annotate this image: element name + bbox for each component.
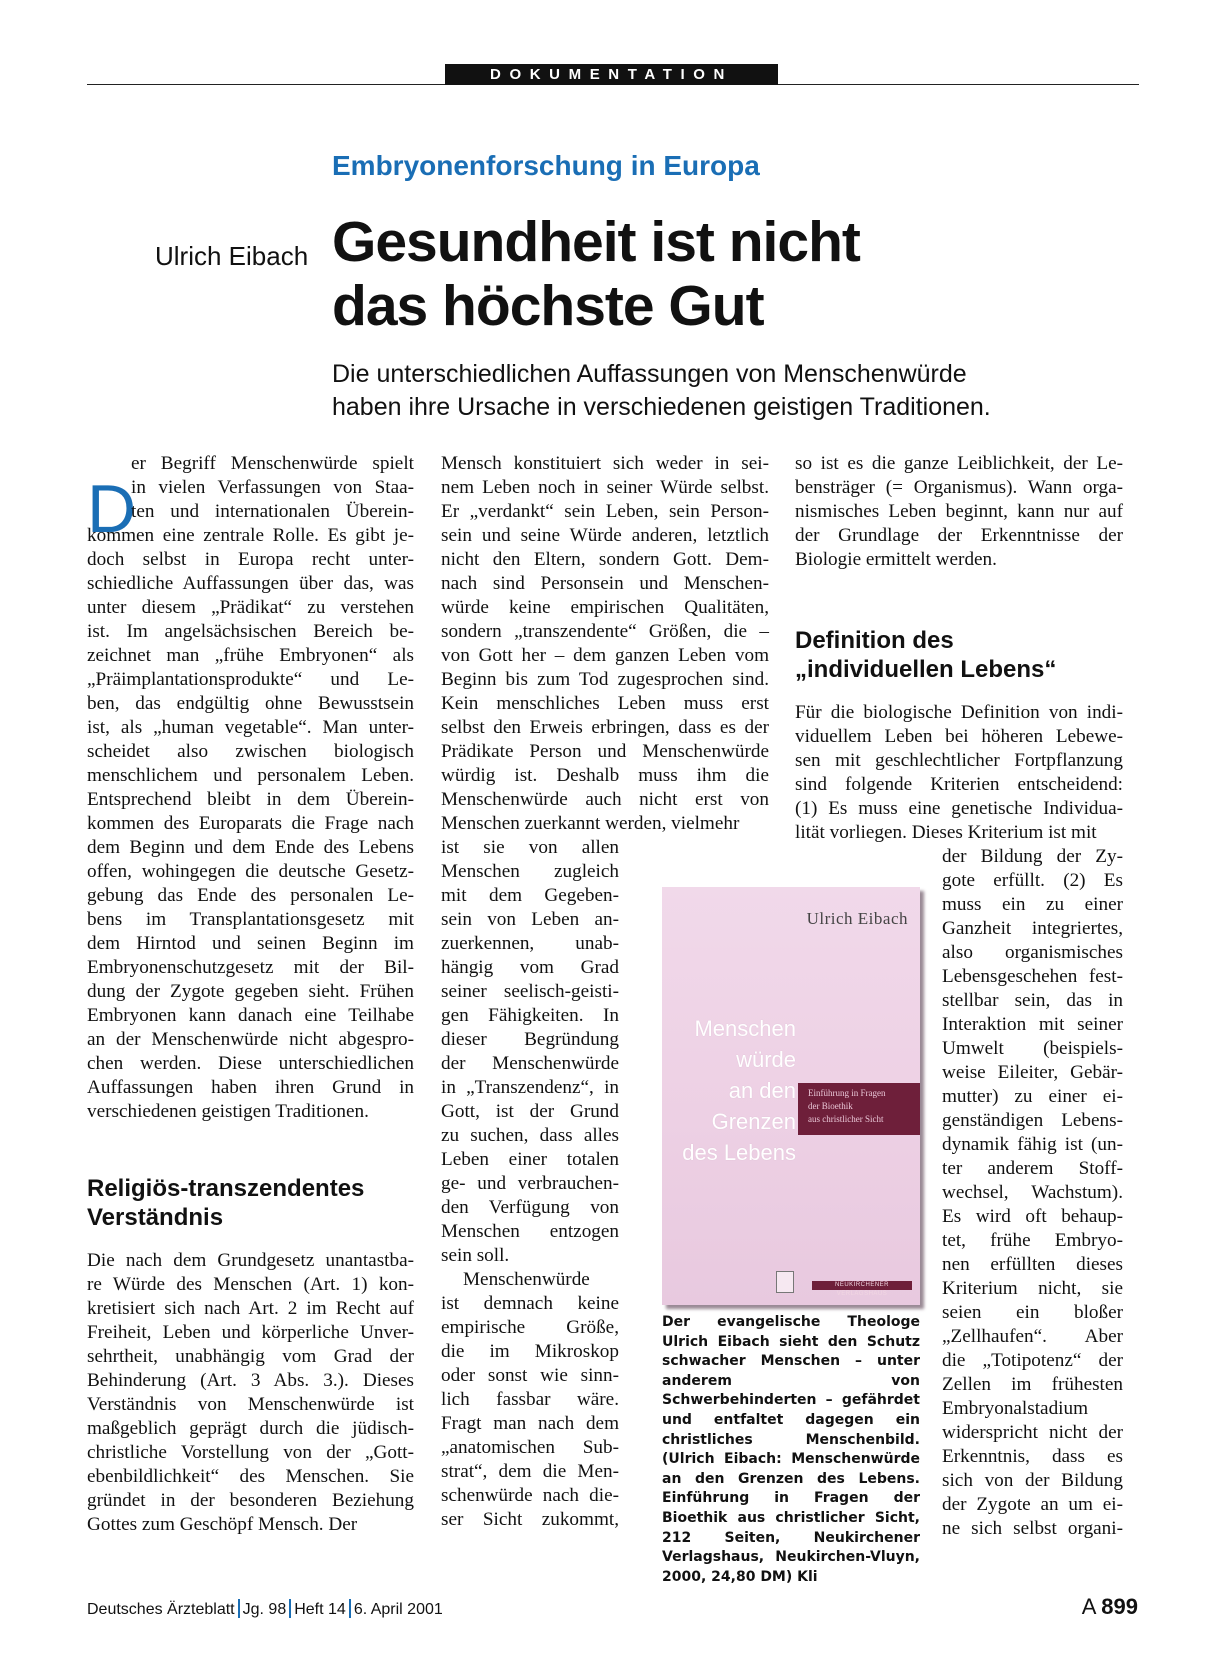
subhead-definition [795, 626, 1056, 684]
text-line: ist, als „human vegetable“. Man unter- [87, 717, 414, 738]
text-line: Biologie ermittelt werden. [795, 549, 997, 570]
article-headline [332, 210, 860, 338]
text-line: ge- und verbrauchen- [441, 1173, 619, 1194]
text-line: gründet in der besonderen Beziehung [87, 1490, 414, 1511]
text-line: ist. Im angelsächsischen Bereich be- [87, 621, 414, 642]
text-line: in vielen Verfassungen von Staa- [131, 477, 414, 498]
text-line: seien ein bloßer [942, 1302, 1123, 1323]
text-line: ist demnach keine [441, 1293, 619, 1314]
footer-separator [238, 1599, 240, 1618]
text-line: Menschenwürde [463, 1269, 590, 1290]
drop-cap: D [87, 471, 137, 547]
text-line: seiner seelisch-geisti- [441, 981, 619, 1002]
book-title-line: Grenzen [711, 1109, 796, 1134]
footer-journal: Deutsches Ärzteblatt [87, 1601, 235, 1618]
text-line: tet, frühe Embryo- [942, 1230, 1123, 1251]
article-subtitle [332, 358, 991, 424]
text-line: nicht den Eltern, sondern Gott. Dem- [441, 549, 769, 570]
book-title-line: des Lebens [682, 1140, 796, 1165]
book-cover-image [662, 887, 920, 1305]
text-line: muss ein zu einer [942, 894, 1123, 915]
text-line: dieser Begründung [441, 1029, 619, 1050]
headline-line: das höchste Gut [332, 274, 764, 338]
text-line: unter diesem „Prädikat“ zu verstehen [87, 597, 414, 618]
text-line: dung der Zygote gegeben sieht. Frühen [87, 981, 414, 1002]
text-line: Lebensgeschehen fest- [942, 966, 1123, 987]
text-line: Beginn bis zum Tod zugesprochen sind. [441, 669, 769, 690]
text-line: sondern „transzendente“ Größen, die – [441, 621, 769, 642]
text-line: empirische Größe, [441, 1317, 619, 1338]
page-number [1082, 1594, 1138, 1620]
text-line: der Zygote an um ei- [942, 1494, 1123, 1515]
book-subtitle-line: aus christlicher Sicht [808, 1114, 884, 1124]
text-line: verschiedenen geistigen Traditionen. [87, 1101, 369, 1122]
text-line: ebenbildlichkeit“ des Menschen. Sie [87, 1466, 414, 1487]
text-line: Embryonen kann danach eine Teilhabe [87, 1005, 414, 1026]
text-line: mit dem Gegeben- [441, 885, 619, 906]
text-line: Menschen zuerkannt werden, vielmehr [441, 813, 740, 834]
text-line: ben, das endgültig ohne Bewusstsein [87, 693, 414, 714]
text-line: Zellen im frühesten [942, 1374, 1123, 1395]
footer-issue: Heft 14 [294, 1601, 346, 1618]
text-line: nem Leben noch in seiner Würde selbst. [441, 477, 769, 498]
text-line: Menschen entzogen [441, 1221, 619, 1242]
text-line: sein soll. [441, 1245, 510, 1266]
book-title-line: Menschen [694, 1016, 796, 1041]
text-line: Es wird oft behaup- [942, 1206, 1123, 1227]
text-line: scheidet also zwischen biologisch [87, 741, 414, 762]
text-line: menschlichem und personalem Leben. [87, 765, 414, 786]
text-line: „anatomischen Sub- [441, 1437, 619, 1458]
subtitle-line: haben ihre Ursache in verschiedenen geistigen Traditionen. [332, 393, 991, 421]
text-line: der Bildung der Zy- [942, 846, 1123, 867]
column-1-body [87, 1249, 414, 1537]
text-line: Gott, ist der Grund [441, 1101, 619, 1122]
section-label: DOKUMENTATION [445, 64, 778, 85]
subhead-line: Definition des [795, 627, 954, 654]
text-line: bensträger (= Organismus). Wann orga- [795, 477, 1123, 498]
footer-date: 6. April 2001 [353, 1601, 443, 1618]
text-line: christliche Vorstellung von der „Gott- [87, 1442, 414, 1463]
text-line: dynamik fähig ist (un- [942, 1134, 1123, 1155]
text-line: bens im Transplantationsgesetz mit [87, 909, 414, 930]
text-line: sehrtheit, unabhängig vom Grad der [87, 1346, 414, 1367]
text-line: sind folgende Kriterien entscheidend: [795, 774, 1123, 795]
text-line: in „Transzendenz“, in [441, 1077, 619, 1098]
column-3-body [795, 701, 1123, 845]
text-line: chen werden. Diese unterschiedlichen [87, 1053, 414, 1074]
text-line: sen mit geschlechtlicher Fortpflanzung [795, 750, 1123, 771]
text-line: Prädikate Person und Menschenwürde [441, 741, 769, 762]
footer-volume: Jg. 98 [242, 1601, 287, 1618]
book-title [676, 1013, 796, 1168]
text-line: ter anderem Stoff- [942, 1158, 1123, 1179]
text-line: der Grundlage der Erkenntnisse der [795, 525, 1123, 546]
text-line: Für die biologische Definition von indi- [795, 702, 1123, 723]
footer-separator [289, 1599, 291, 1618]
text-line: Die nach dem Grundgesetz unantastba- [87, 1250, 414, 1271]
text-line: zuerkennen, unab- [441, 933, 619, 954]
page-prefix: A [1081, 1594, 1096, 1619]
text-line: zu suchen, dass alles [441, 1125, 619, 1146]
text-line: Umwelt (beispiels- [942, 1038, 1123, 1059]
book-subtitle-line: Einführung in Fragen [808, 1088, 886, 1098]
column-3-narrow [942, 845, 1123, 1541]
text-line: schenwürde nach die- [441, 1485, 619, 1506]
text-line: kommen eine zentrale Rolle. Es gibt je- [87, 525, 414, 546]
subhead-line: „individuellen Lebens“ [795, 656, 1057, 683]
text-line: würdig ist. Deshalb muss ihm die [441, 765, 769, 786]
book-publisher: NEUKIRCHENER VERLAGSHAUS [812, 1281, 912, 1290]
text-line: Leben einer totalen [441, 1149, 619, 1170]
text-line: den Verfügung von [441, 1197, 619, 1218]
text-line: weise Eileiter, Gebär- [942, 1062, 1123, 1083]
text-line: schiedliche Auffassungen über das, was [87, 573, 414, 594]
text-line: dem Beginn und dem Ende des Lebens [87, 837, 414, 858]
book-author: Ulrich Eibach [806, 909, 908, 928]
text-line: ten und internationalen Überein- [131, 501, 414, 522]
text-line: Er „verdankt“ sein Leben, sein Person- [441, 501, 769, 522]
text-line: gote erfüllt. (2) Es [942, 870, 1123, 891]
text-line: die „Totipotenz“ der [942, 1350, 1123, 1371]
footer [87, 1599, 443, 1619]
text-line: oder sonst wie sinn- [441, 1365, 619, 1386]
text-line: kommen des Europarats die Frage nach [87, 813, 414, 834]
book-title-line: würde [736, 1047, 796, 1072]
text-line: ist sie von allen [441, 837, 619, 858]
text-line: die im Mikroskop [441, 1341, 619, 1362]
subhead-line: Religiös-transzendentes [87, 1175, 365, 1202]
text-line: genständigen Lebens- [942, 1110, 1123, 1131]
text-line: mutter) zu einer ei- [942, 1086, 1123, 1107]
column-2-top [441, 452, 769, 836]
text-line: Verständnis von Menschenwürde ist [87, 1394, 414, 1415]
text-line: Kriterium nicht, sie [942, 1278, 1123, 1299]
text-line: also organismisches [942, 942, 1123, 963]
column-2-narrow [441, 836, 619, 1532]
text-line: Entsprechend bleibt in dem Überein- [87, 789, 414, 810]
text-line: maßgeblich geprägt durch die jüdisch- [87, 1418, 414, 1439]
text-line: nen erfüllten dieses [942, 1254, 1123, 1275]
text-line: Menschen zugleich [441, 861, 619, 882]
subhead-line: Verständnis [87, 1204, 224, 1231]
book-subtitle [808, 1087, 885, 1126]
text-line: würde keine empirischen Qualitäten, [441, 597, 769, 618]
text-line: an der Menschenwürde nicht abgespro- [87, 1029, 414, 1050]
text-line: er Begriff Menschenwürde spielt [131, 453, 414, 474]
text-line: sein von Leben an- [441, 909, 619, 930]
text-line: nach sind Personsein und Menschen- [441, 573, 769, 594]
column-3-top [795, 452, 1123, 572]
text-line: Erkenntnis, dass es [942, 1446, 1123, 1467]
book-title-line: an den [728, 1078, 796, 1103]
text-line: sein und seine Würde anderen, letztlich [441, 525, 769, 546]
text-line: dem Hirntod und seinen Beginn im [87, 933, 414, 954]
text-line: Gottes zum Geschöpf Mensch. Der [87, 1514, 358, 1535]
article-kicker: Embryonenforschung in Europa [332, 150, 760, 181]
text-line: gebung das Ende des personalen Le- [87, 885, 414, 906]
text-line: „Zellhaufen“. Aber [942, 1326, 1123, 1347]
text-line: strat“, dem die Men- [441, 1461, 619, 1482]
text-line: hängig vom Grad [441, 957, 619, 978]
text-line: Kein menschliches Leben muss erst [441, 693, 769, 714]
text-line: lich fassbar wäre. [441, 1389, 619, 1410]
text-line: re Würde des Menschen (Art. 1) kon- [87, 1274, 414, 1295]
text-line: Auffassungen haben ihren Grund in [87, 1077, 414, 1098]
subhead-religioes [87, 1174, 364, 1232]
text-line: (1) Es muss eine genetische Individua- [795, 798, 1123, 819]
text-line: selbst den Erweis erbringen, dass es der [441, 717, 769, 738]
text-line: der Menschenwürde [441, 1053, 619, 1074]
figure-caption: Der evangelische Theologe Ulrich Eibach sieht den Schutz schwacher Menschen – unter anderem von Schwerbehinderten – gefährdet und entfaltet dagegen ein christliches Menschenbild. (Ulrich Eibach: Menschenwürde an den Grenzen des Lebens. Einführung in Fragen der Bioethik aus christlicher Sicht, 212 Seiten, Neukirchener Verlagshaus, Neukirchen-Vluyn, 2000, 24,80 DM) Kli [662, 1314, 920, 1585]
text-line: lität vorliegen. Dieses Kriterium ist mit [795, 822, 1097, 843]
text-line: offen, wohingegen die deutsche Gesetz- [87, 861, 414, 882]
column-1-intro [87, 452, 414, 1124]
text-line: Ganzheit integriertes, [942, 918, 1123, 939]
text-line: so ist es die ganze Leiblichkeit, der Le- [795, 453, 1123, 474]
text-line: sich von der Bildung [942, 1470, 1123, 1491]
subtitle-line: Die unterschiedlichen Auffassungen von Menschenwürde [332, 360, 967, 388]
text-line: Embryonenschutzgesetz mit der Bil- [87, 957, 414, 978]
text-line: Interaktion mit seiner [942, 1014, 1123, 1035]
text-line: „Präimplantationsprodukte“ und Le- [87, 669, 414, 690]
text-line: Embryonalstadium [942, 1398, 1089, 1419]
article-author: Ulrich Eibach [155, 241, 309, 271]
headline-line: Gesundheit ist nicht [332, 210, 860, 274]
text-line: ne sich selbst organi- [942, 1518, 1123, 1539]
text-line: von Gott her – dem ganzen Leben vom [441, 645, 769, 666]
text-line: Freiheit, Leben und körperliche Unver- [87, 1322, 414, 1343]
text-line: zeichnet man „frühe Embryonen“ als [87, 645, 414, 666]
text-line: viduellem Leben bei höheren Lebewe- [795, 726, 1123, 747]
text-line: Mensch konstituiert sich weder in sei- [441, 453, 769, 474]
text-line: Menschenwürde auch nicht erst von [441, 789, 769, 810]
text-line: stellbar sein, das in [942, 990, 1123, 1011]
page-number-value: 899 [1101, 1594, 1138, 1619]
text-line: doch selbst in Europa recht unter- [87, 549, 414, 570]
text-line: ser Sicht zukommt, [441, 1509, 619, 1530]
publisher-logo-icon [776, 1271, 794, 1293]
text-line: wechsel, Wachstum). [942, 1182, 1123, 1203]
book-subtitle-line: der Bioethik [808, 1101, 853, 1111]
footer-separator [349, 1599, 351, 1618]
text-line: Behinderung (Art. 3 Abs. 3.). Dieses [87, 1370, 414, 1391]
text-line: gen Fähigkeiten. In [441, 1005, 619, 1026]
text-line: nismisches Leben beginnt, kann nur auf [795, 501, 1123, 522]
text-line: widerspricht nicht der [942, 1422, 1123, 1443]
text-line: Fragt man nach dem [441, 1413, 619, 1434]
text-line: kretisiert sich nach Art. 2 im Recht auf [87, 1298, 414, 1319]
